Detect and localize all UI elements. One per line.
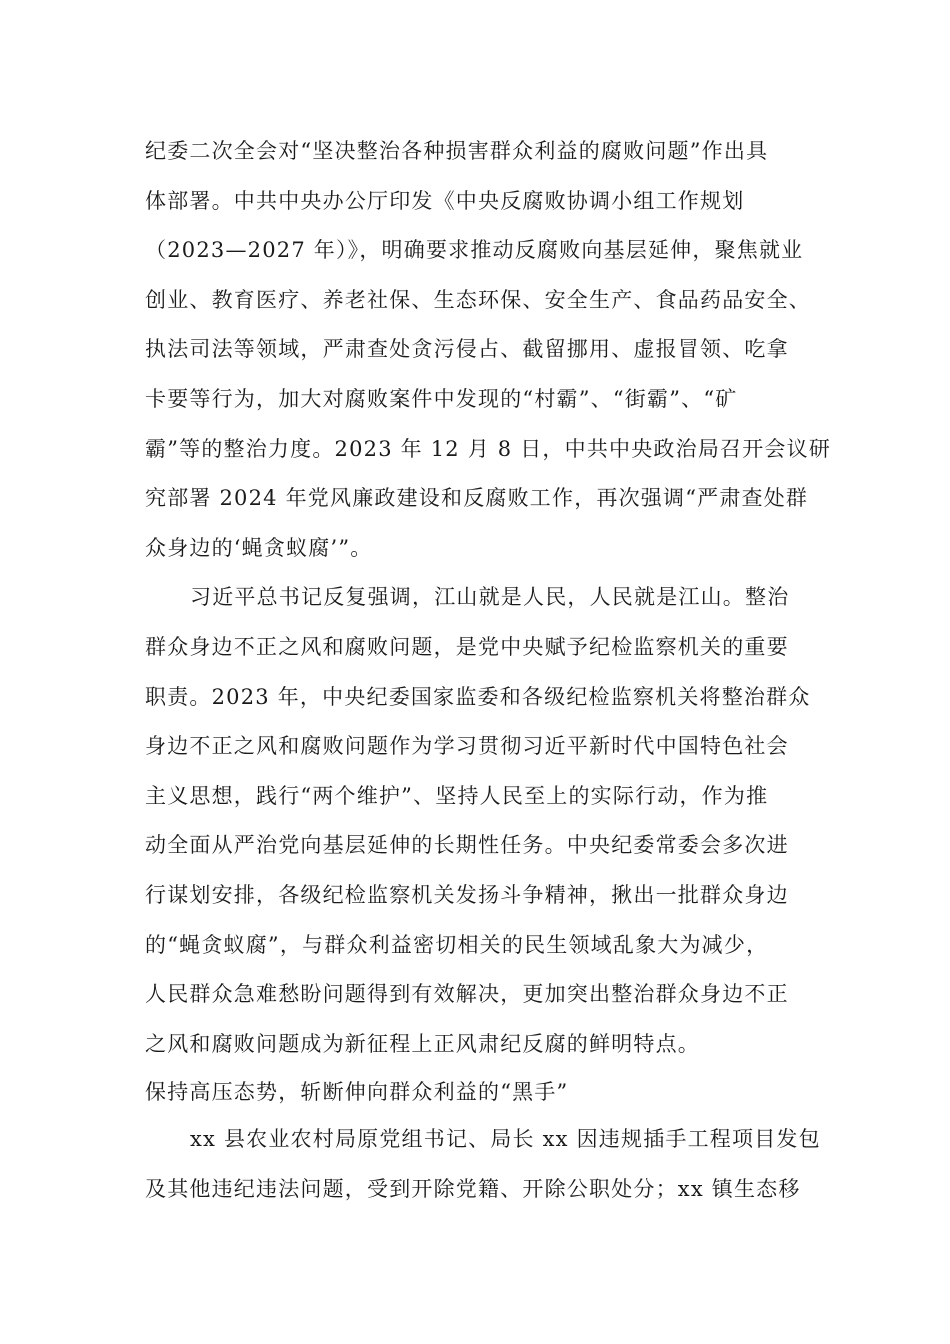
text-line: 体部署。中共中央办公厅印发《中央反腐败协调小组工作规划 xyxy=(145,188,745,213)
paragraph-3 xyxy=(145,1115,821,1214)
text-line: 人民群众急难愁盼问题得到有效解决，更加突出整治群众身边不正 xyxy=(145,982,789,1007)
text-line: 霸”等的整治力度。2023 年 12 月 8 日，中共中央政治局召开会议研 xyxy=(145,436,832,461)
paragraph-2 xyxy=(145,573,817,1069)
text-line: 习近平总书记反复强调，江山就是人民，人民就是江山。整治 xyxy=(190,585,790,610)
text-line: 创业、教育医疗、养老社保、生态环保、安全生产、食品药品安全、 xyxy=(145,287,811,312)
text-line: （2023—2027 年）》，明确要求推动反腐败向基层延伸，聚焦就业 xyxy=(145,238,804,263)
text-line: 之风和腐败问题成为新征程上正风肃纪反腐的鲜明特点。 xyxy=(145,1031,700,1056)
section-heading: 保持高压态势，斩断伸向群众利益的“黑手” xyxy=(145,1080,569,1105)
text-line: 究部署 2024 年党风廉政建设和反腐败工作，再次强调“严肃查处群 xyxy=(145,486,809,511)
document-body xyxy=(145,127,832,1214)
text-line: 卡要等行为，加大对腐败案件中发现的“村霸”、“街霸”、“矿 xyxy=(145,386,738,411)
text-line: 职责。2023 年，中央纪委国家监委和各级纪检监察机关将整治群众 xyxy=(145,684,811,709)
text-line: 的“蝇贪蚁腐”，与群众利益密切相关的民生领域乱象大为减少， xyxy=(145,932,769,957)
text-line: 群众身边不正之风和腐败问题，是党中央赋予纪检监察机关的重要 xyxy=(145,634,789,659)
text-line: xx 县农业农村局原党组书记、局长 xx 因违规插手工程项目发包 xyxy=(190,1127,821,1152)
text-line: 动全面从严治党向基层延伸的长期性任务。中央纪委常委会多次进 xyxy=(145,833,789,858)
text-line: 主义思想，践行“两个维护”、坚持人民至上的实际行动，作为推 xyxy=(145,783,769,808)
text-line: 纪委二次全会对“坚决整治各种损害群众利益的腐败问题”作出具 xyxy=(145,139,769,163)
text-line: 行谋划安排，各级纪检监察机关发扬斗争精神，揪出一批群众身边 xyxy=(145,882,789,907)
text-line: 执法司法等领域，严肃查处贪污侵占、截留挪用、虚报冒领、吃拿 xyxy=(145,337,789,362)
text-line: 及其他违纪违法问题，受到开除党籍、开除公职处分；xx 镇生态移 xyxy=(145,1176,801,1201)
paragraph-1 xyxy=(145,127,832,573)
text-line: 身边不正之风和腐败问题作为学习贯彻习近平新时代中国特色社会 xyxy=(145,734,789,759)
text-line: 众身边的‘蝇贪蚁腐’”。 xyxy=(145,535,373,560)
